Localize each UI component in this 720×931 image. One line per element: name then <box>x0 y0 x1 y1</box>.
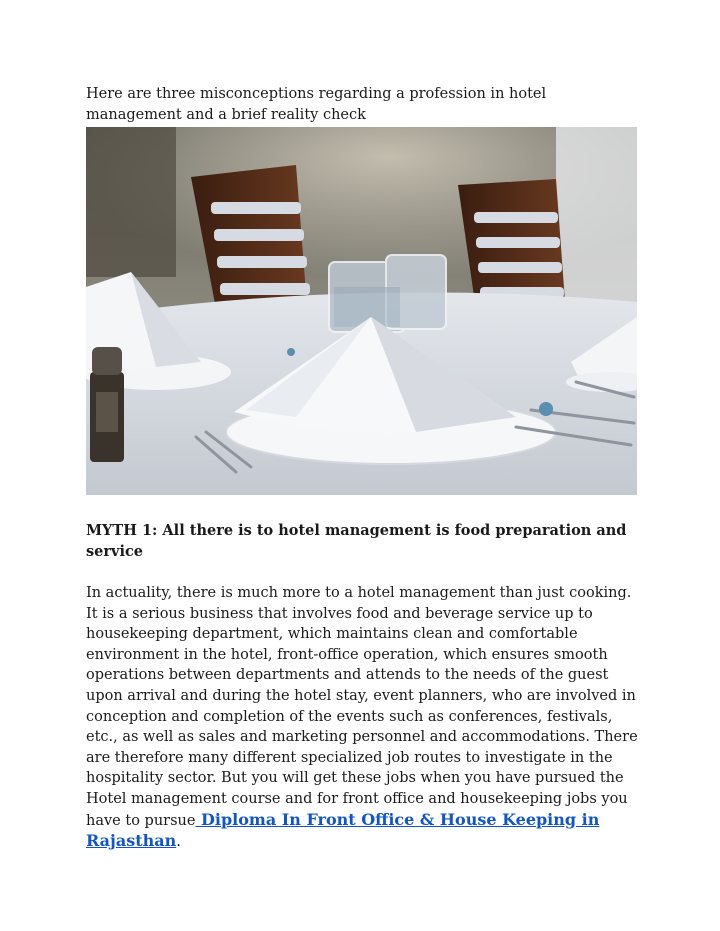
myth-1-trailing-period: . <box>176 834 181 851</box>
myth-1-heading: MYTH 1: All there is to hotel management is food preparation and service <box>86 522 627 560</box>
intro-paragraph: Here are three misconceptions regarding a profession in hotel management and a brief reality check <box>86 86 547 123</box>
myth-1-body <box>86 583 646 853</box>
diploma-front-office-link[interactable]: Diploma In Front Office & House Keeping in Rajasthan <box>86 809 600 851</box>
myth-1-body-text: In actuality, there is much more to a hotel management than just cooking. It is a serious business that involves food and beverage service up to housekeeping department, which maintains clean and comfortable environment in the hotel, front-office operation, which ensures smooth operations between departments and attends to the needs of the guest upon arrival and during the hotel stay, event planners, who are involved in conception and completion of the events such as conferences, festivals, etc., as well as sales and marketing personnel and accommodations. There are therefore many different specialized job routes to investigate in the hospitality sector. But you will get these jobs when you have pursued the Hotel management course and for front office and housekeeping jobs you have to pursue <box>86 585 638 829</box>
restaurant-table-photo <box>86 127 637 495</box>
